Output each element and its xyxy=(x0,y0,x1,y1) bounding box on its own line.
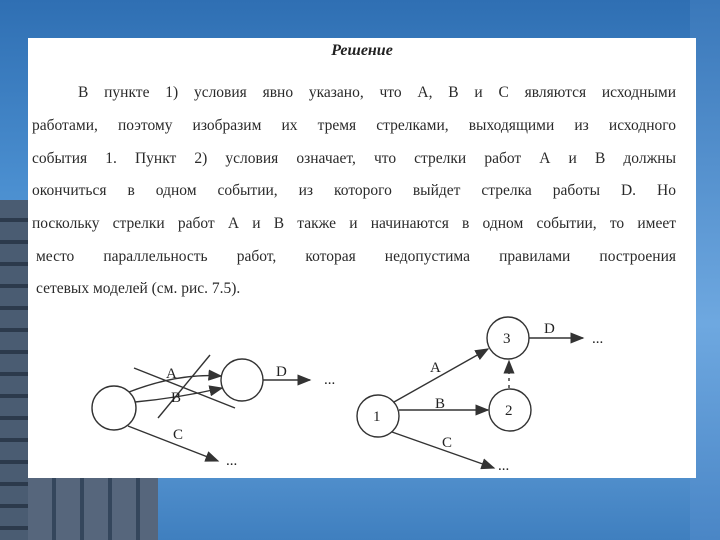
right-diagram xyxy=(357,317,603,474)
paragraph-line: сетевых моделей (см. рис. 7.5). xyxy=(36,280,241,297)
right-label-a: A xyxy=(430,360,441,376)
left-tail-d: ... xyxy=(324,372,336,388)
left-label-c: C xyxy=(173,427,184,443)
paragraph-line: В пункте 1) условия явно указано, что А, В и С являются исходными xyxy=(78,84,676,101)
network-diagrams xyxy=(28,38,696,478)
left-tail-c: ... xyxy=(226,453,238,469)
page-title: Решение xyxy=(331,42,393,59)
background-building-base xyxy=(28,470,158,540)
left-end-node xyxy=(221,359,263,401)
left-label-a: A xyxy=(166,366,177,382)
right-label-d: D xyxy=(544,321,555,337)
background-building xyxy=(0,200,28,540)
left-diagram xyxy=(92,355,335,469)
paragraph-line: работами, поэтому изобразим их тремя стрелками, выходящими из исходного xyxy=(32,117,676,134)
event-node-3-label: 3 xyxy=(503,331,511,347)
paragraph-line: поскольку стрелки работ А и В также и начинаются в одном событии, то имеет xyxy=(32,215,676,232)
right-arrow-a xyxy=(394,349,488,402)
left-label-d: D xyxy=(276,364,287,380)
event-node-1-label: 1 xyxy=(373,409,381,425)
event-node-2-label: 2 xyxy=(505,403,513,419)
right-tail-c: ... xyxy=(498,458,510,474)
right-label-b: B xyxy=(435,396,446,412)
left-label-b: B xyxy=(171,390,182,406)
content-panel xyxy=(28,38,696,478)
cross-out-line xyxy=(158,355,210,418)
right-label-c: C xyxy=(442,435,453,451)
left-start-node xyxy=(92,386,136,430)
paragraph-line: место параллельность работ, которая недопустима правилами построения xyxy=(36,248,676,265)
paragraph-line: окончиться в одном событии, из которого выйдет стрелка работы D. Но xyxy=(32,182,676,199)
right-tail-d: ... xyxy=(592,331,604,347)
paragraph-line: события 1. Пункт 2) условия означает, что стрелки работ А и В должны xyxy=(32,150,676,167)
